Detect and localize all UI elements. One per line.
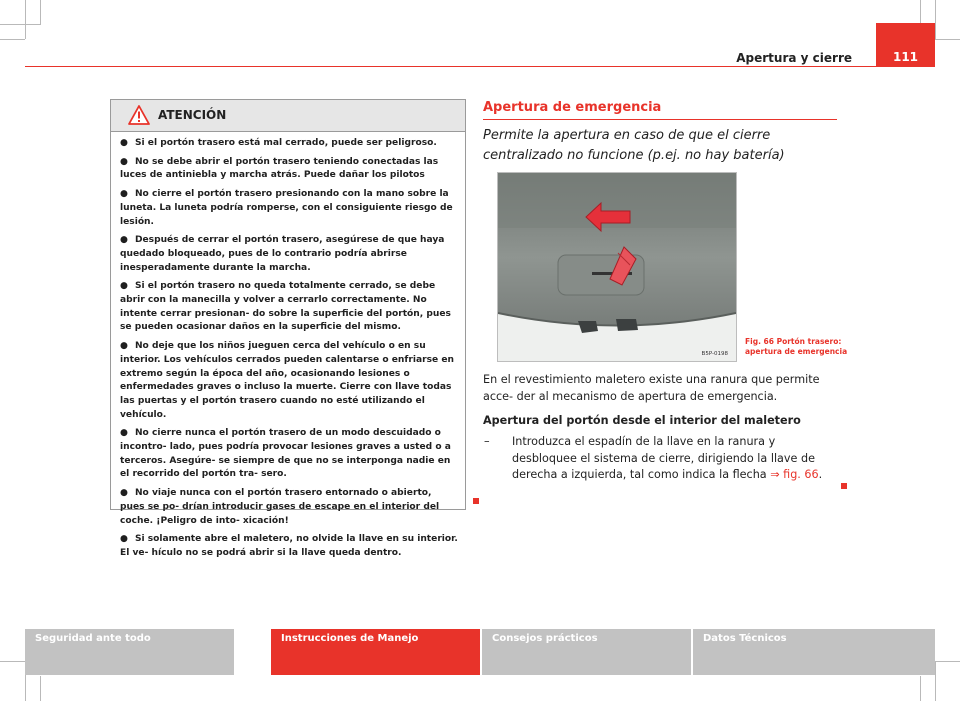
warning-list	[111, 132, 465, 561]
warning-end-mark	[473, 498, 479, 504]
section-title-rule	[483, 119, 837, 120]
warning-item: ● Después de cerrar el portón trasero, asegúrese de que haya quedado bloqueado, pues de lo contrario podría abrirse inesperadamente durante la marcha.	[120, 235, 445, 273]
header-rule	[25, 66, 935, 67]
crop-mark-tr-v2	[920, 0, 921, 25]
warning-title: ATENCIÓN	[158, 108, 227, 122]
figure-link[interactable]: ⇒ fig. 66	[770, 468, 819, 481]
subheading: Apertura del portón desde el interior del maletero	[483, 414, 801, 427]
step-text: Introduzca el espadín de la llave en la ranura y desbloquee el sistema de cierre, dirigiendo la llave de derecha a izquierda, tal como indica la flecha	[512, 435, 815, 481]
warning-item: ● No viaje nunca con el portón trasero entornado o abierto, pues se po- drían introducir gases de escape en el interior del coche. ¡Peligro de into- xicación!	[120, 488, 440, 526]
footer-tab-datos[interactable]: Datos Técnicos	[693, 629, 935, 675]
footer-tab-seguridad[interactable]: Seguridad ante todo	[25, 629, 234, 675]
crop-mark-bl-h	[0, 661, 25, 662]
warning-header	[111, 100, 465, 132]
crop-mark-tr-h	[935, 39, 960, 40]
running-header-title: Apertura y cierre	[736, 51, 852, 65]
warning-item: ● No cierre el portón trasero presionando con la mano sobre la luneta. La luneta podría romperse, con el consiguiente riesgo de lesión.	[120, 189, 453, 227]
warning-item: ● Si el portón trasero no queda totalmente cerrado, se debe abrir con la manecilla y volver a cerrarlo correctamente. No intente cerrar presionan- do sobre la superficie del portón, pues se pueden ocasionar daños en la superficie del mismo.	[120, 281, 451, 333]
crop-mark-bl-v2	[40, 676, 41, 701]
warning-item: ● Si el portón trasero está mal cerrado, puede ser peligroso.	[120, 138, 437, 148]
warning-triangle-icon	[128, 105, 150, 125]
crop-mark-br-v	[935, 661, 936, 701]
crop-mark-tl-v2	[40, 0, 41, 25]
step-dash: –	[484, 435, 490, 448]
warning-item: ● No se debe abrir el portón trasero teniendo conectadas las luces de antiniebla y marcha atrás. Puede dañar los pilotos	[120, 156, 439, 181]
section-intro: Permite la apertura en caso de que el cierre centralizado no funcione (p.ej. no hay batería)	[483, 128, 785, 163]
crop-mark-br-h	[935, 661, 960, 662]
step-end: .	[818, 468, 823, 481]
figure-66-image	[497, 172, 737, 362]
step-text-block	[512, 434, 843, 484]
section-title: Apertura de emergencia	[483, 100, 662, 115]
page-number-box	[876, 23, 935, 67]
footer-tab-instrucciones[interactable]: Instrucciones de Manejo	[271, 629, 480, 675]
warning-item: ● No deje que los niños jueguen cerca del vehículo o en su interior. Los vehículos cerrados pueden calentarse o enfriarse en extremo según la época del año, ocasionando lesiones o enfermedades graves o incluso la muerte. Cierre con llave todas las puertas y el portón trasero cuando no esté utilizando el vehículo.	[120, 341, 454, 420]
footer-tab-consejos[interactable]: Consejos prácticos	[482, 629, 691, 675]
warning-box	[110, 99, 466, 558]
warning-item: ● No cierre nunca el portón trasero de un modo descuidado o incontro- lado, pues podría provocar lesiones graves a usted o a terceros. Asegúre- se siempre de que no se interponga nadie en el recorrido del portón tra- sero.	[120, 428, 451, 480]
section-end-mark	[841, 483, 847, 489]
crop-mark-tl-v	[25, 0, 26, 39]
tailgate-emergency-release-illustration	[498, 173, 736, 361]
crop-mark-tl-h2	[0, 24, 40, 25]
body-paragraph: En el revestimiento maletero existe una ranura que permite acce- der al mecanismo de apertura de emergencia.	[483, 373, 820, 403]
figure-caption: Fig. 66 Portón trasero: apertura de emergencia	[745, 337, 848, 356]
page-number: 111	[892, 50, 919, 64]
figure-code: B5P-0198	[701, 351, 728, 357]
warning-item: ● Si solamente abre el maletero, no olvide la llave en su interior. El ve- hículo no se podrá abrir si la llave queda dentro.	[120, 534, 458, 558]
instruction-step	[483, 434, 843, 484]
crop-mark-br-v2	[920, 676, 921, 701]
crop-mark-tl-h	[0, 39, 25, 40]
crop-mark-tr-v	[935, 0, 936, 39]
